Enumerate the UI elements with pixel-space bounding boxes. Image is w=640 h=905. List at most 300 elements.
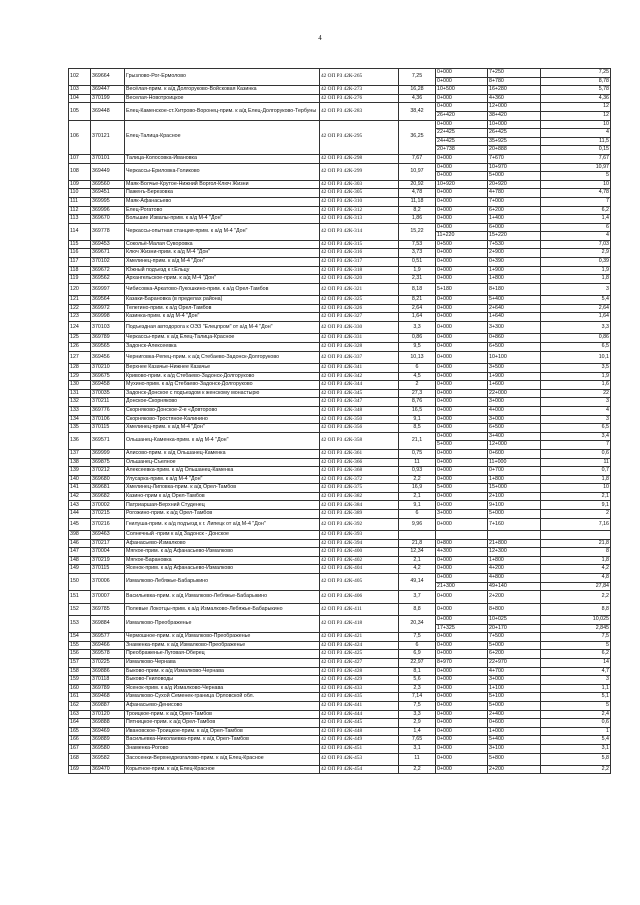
road-code: 370217 — [91, 539, 125, 548]
row-number: 156 — [69, 650, 91, 659]
segment-end: 5+400 — [488, 296, 541, 305]
road-length: 11 — [399, 753, 436, 765]
road-length: 2,64 — [399, 304, 436, 313]
row-number: 120 — [69, 283, 91, 295]
segment-start: 0+000 — [436, 736, 488, 745]
segment-end: 22+970 — [488, 658, 541, 667]
segment-start: 0+000 — [436, 266, 488, 275]
segment-length: 7,16 — [541, 518, 611, 530]
page-number: 4 — [318, 34, 322, 42]
row-number: 116 — [69, 249, 91, 258]
segment-length: 5 — [541, 641, 611, 650]
row-number: 143 — [69, 501, 91, 510]
table-row — [69, 548, 611, 557]
road-code: 369997 — [91, 283, 125, 295]
segment-length: 8,8 — [541, 603, 611, 615]
road-id: 42 ОП РЗ 42К-342 — [320, 372, 399, 381]
row-number: 142 — [69, 492, 91, 501]
segment-end: 0+600 — [488, 719, 541, 728]
segment-length: 2,2 — [541, 591, 611, 603]
segment-start: 0+000 — [436, 492, 488, 501]
road-name: Измалково-Сухой Семенек-граница Орловской обл. — [125, 693, 320, 702]
road-length: 9,1 — [399, 415, 436, 424]
segment-length: 3 — [541, 415, 611, 424]
row-number: 137 — [69, 449, 91, 458]
row-number: 151 — [69, 591, 91, 603]
road-id: 42 ОП РЗ 42К-428 — [320, 667, 399, 676]
segment-length: 27,84 — [541, 582, 611, 591]
table-row — [69, 701, 611, 710]
road-id: 42 ОП РЗ 42К-404 — [320, 565, 399, 574]
row-number: 117 — [69, 258, 91, 267]
segment-length: 4,78 — [541, 189, 611, 198]
road-length: 2,3 — [399, 684, 436, 693]
segment-start: 0+000 — [436, 249, 488, 258]
road-code: 370225 — [91, 658, 125, 667]
segment-length: 6,2 — [541, 650, 611, 659]
road-name: Елец-Рогатово — [125, 206, 320, 215]
table-row — [69, 710, 611, 719]
road-code: 369571 — [91, 432, 125, 449]
segment-start: 24+425 — [436, 137, 488, 146]
row-number: 133 — [69, 406, 91, 415]
segment-start: 0+000 — [436, 304, 488, 313]
road-code: 369565 — [91, 343, 125, 352]
segment-end: 9+100 — [488, 501, 541, 510]
segment-start: 0+000 — [436, 556, 488, 565]
table-row — [69, 458, 611, 467]
road-id: 42 ОП РЗ 42К-441 — [320, 701, 399, 710]
road-name: Улусарка-прим. к а/д М-4 "Дон" — [125, 475, 320, 484]
road-name: Чермошное-прим. к а/д Измалково-Преображенье — [125, 633, 320, 642]
segment-start: 0+000 — [436, 667, 488, 676]
road-code: 370215 — [91, 510, 125, 519]
segment-length: 5 — [541, 172, 611, 181]
segment-start: 0+000 — [436, 518, 488, 530]
road-id: 42 ОП РЗ 42К-315 — [320, 240, 399, 249]
road-code: 369453 — [91, 240, 125, 249]
road-length: 20,34 — [399, 616, 436, 633]
row-number: 136 — [69, 432, 91, 449]
segment-end: 7+250 — [488, 69, 541, 78]
row-number: 153 — [69, 616, 91, 633]
segment-length: 10,1 — [541, 351, 611, 363]
table-row — [69, 719, 611, 728]
segment-length: 10,97 — [541, 163, 611, 172]
road-code: 369469 — [91, 727, 125, 736]
segment-length: 0,86 — [541, 334, 611, 343]
table-row — [69, 215, 611, 224]
row-number: 166 — [69, 736, 91, 745]
road-name: Казино-прим к а/д Орел-Тамбов — [125, 492, 320, 501]
segment-end: 0+600 — [488, 449, 541, 458]
road-length: 0,93 — [399, 467, 436, 476]
road-name: Телегино-прим. к а/д Орел-Тамбов — [125, 304, 320, 313]
row-number: 122 — [69, 304, 91, 313]
road-length: 7,25 — [399, 69, 436, 86]
road-id: 42 ОП РЗ 42К-425 — [320, 650, 399, 659]
table-row — [69, 363, 611, 372]
row-number: 112 — [69, 206, 91, 215]
row-number: 108 — [69, 163, 91, 180]
segment-end: 22+000 — [488, 389, 541, 398]
segment-end: 8+780 — [488, 77, 541, 86]
road-length: 2 — [399, 381, 436, 390]
road-length: 20,92 — [399, 180, 436, 189]
road-length: 2,1 — [399, 556, 436, 565]
road-code: 369886 — [91, 667, 125, 676]
table-row — [69, 351, 611, 363]
road-id: 42 ОП РЗ 42К-435 — [320, 693, 399, 702]
segment-end: 2+900 — [488, 249, 541, 258]
segment-length: 3,3 — [541, 322, 611, 334]
segment-end: 6+500 — [488, 343, 541, 352]
road-code: 370002 — [91, 501, 125, 510]
road-length: 6 — [399, 641, 436, 650]
row-number: 158 — [69, 667, 91, 676]
road-length: 38,42 — [399, 103, 436, 120]
table-row — [69, 449, 611, 458]
segment-start: 0+000 — [436, 744, 488, 753]
segment-start: 0+000 — [436, 633, 488, 642]
segment-length — [541, 531, 611, 540]
road-id: 42 ОП РЗ 42К-313 — [320, 215, 399, 224]
road-code: 369458 — [91, 381, 125, 390]
segment-length: 12 — [541, 111, 611, 120]
road-id: 42 ОП РЗ 42К-448 — [320, 727, 399, 736]
table-row — [69, 322, 611, 334]
road-length: 4,2 — [399, 565, 436, 574]
segment-end: 2+400 — [488, 710, 541, 719]
road-code: 369995 — [91, 197, 125, 206]
road-name: Сокольё-Малая Суворовка — [125, 240, 320, 249]
row-number: 141 — [69, 484, 91, 493]
table-row — [69, 676, 611, 685]
table-row — [69, 501, 611, 510]
road-length: 16,9 — [399, 484, 436, 493]
segment-start: 0+000 — [436, 765, 488, 774]
road-name: Быково-Гниловоды — [125, 676, 320, 685]
segment-end: 5+000 — [488, 172, 541, 181]
road-name: Быково-прим. к а/д Измалково-Чернава — [125, 667, 320, 676]
road-id: 42 ОП РЗ 42К-382 — [320, 492, 399, 501]
road-name: Алексеевка-прим. к а/д Ольшанец-Каменка — [125, 467, 320, 476]
road-length: 6,9 — [399, 650, 436, 659]
road-name: Южный подъезд к г.Ельцу — [125, 266, 320, 275]
segment-length: 10 — [541, 484, 611, 493]
road-name: Весёлая-прим. к а/д Долгоруково-Войсковая Казинка — [125, 86, 320, 95]
segment-start: 0+000 — [436, 206, 488, 215]
segment-start: 20+738 — [436, 146, 488, 155]
segment-length: 10,025 — [541, 616, 611, 625]
road-length: 5,6 — [399, 676, 436, 685]
table-row — [69, 484, 611, 493]
segment-start: 0+000 — [436, 415, 488, 424]
segment-start: 22+425 — [436, 129, 488, 138]
row-number: 119 — [69, 275, 91, 284]
segment-end: 38+420 — [488, 111, 541, 120]
road-code: 370121 — [91, 120, 125, 154]
road-id: 42 ОП РЗ 42К-321 — [320, 283, 399, 295]
road-id: 42 ОП РЗ 42К-331 — [320, 334, 399, 343]
road-name: Знаменка-прим. к а/д Измалково-Преображенье — [125, 641, 320, 650]
row-number: 139 — [69, 467, 91, 476]
segment-length: 3,5 — [541, 363, 611, 372]
road-length: 4,36 — [399, 94, 436, 103]
segment-length: 4,36 — [541, 94, 611, 103]
segment-start: 0+000 — [436, 381, 488, 390]
segment-start: 0+000 — [436, 501, 488, 510]
road-id: 42 ОП РЗ 42К-427 — [320, 658, 399, 667]
road-code: 370118 — [91, 676, 125, 685]
road-code: 369682 — [91, 492, 125, 501]
road-length: 3,7 — [399, 591, 436, 603]
table-row — [69, 556, 611, 565]
segment-end: 3+400 — [488, 432, 541, 441]
road-id: 42 ОП РЗ 42К-454 — [320, 765, 399, 774]
segment-start: 0+000 — [436, 372, 488, 381]
road-id: 42 ОП РЗ 42К-299 — [320, 163, 399, 180]
segment-end: 15+220 — [488, 232, 541, 241]
segment-end: 5+100 — [488, 693, 541, 702]
road-name: Ясенок-прим. к а/д Афанасьево-Измалково — [125, 565, 320, 574]
table-row — [69, 539, 611, 548]
row-number: 152 — [69, 603, 91, 615]
segment-end: 5+000 — [488, 510, 541, 519]
road-length: 22,97 — [399, 658, 436, 667]
segment-length: 12 — [541, 103, 611, 112]
road-length: 1,4 — [399, 727, 436, 736]
segment-start: 0+000 — [436, 296, 488, 305]
road-code: 369580 — [91, 744, 125, 753]
segment-end: 1+800 — [488, 475, 541, 484]
table-row — [69, 154, 611, 163]
table-row — [69, 398, 611, 407]
road-length: 11 — [399, 458, 436, 467]
segment-end: 3+000 — [488, 415, 541, 424]
row-number: 129 — [69, 372, 91, 381]
road-id: 42 ОП РЗ 42К-368 — [320, 467, 399, 476]
segment-length: 2 — [541, 510, 611, 519]
segment-start: 0+000 — [436, 684, 488, 693]
segment-end: 1+640 — [488, 313, 541, 322]
road-id: 42 ОП РЗ 42К-318 — [320, 266, 399, 275]
segment-end — [488, 531, 541, 540]
segment-length: 1,64 — [541, 313, 611, 322]
segment-start: 0+000 — [436, 591, 488, 603]
road-name: Рогожино-прим. к а/д Орел-Тамбов — [125, 510, 320, 519]
road-id: 42 ОП РЗ 42К-451 — [320, 744, 399, 753]
road-id: 42 ОП РЗ 42К-406 — [320, 591, 399, 603]
segment-start: 0+000 — [436, 727, 488, 736]
row-number: 114 — [69, 223, 91, 240]
row-number: 161 — [69, 693, 91, 702]
road-id: 42 ОП РЗ 42К-317 — [320, 258, 399, 267]
segment-length: 2,2 — [541, 765, 611, 774]
road-length: 0,75 — [399, 449, 436, 458]
table-row — [69, 518, 611, 530]
segment-length: 6,2 — [541, 206, 611, 215]
segment-end: 12+000 — [488, 103, 541, 112]
segment-end: 3+000 — [488, 398, 541, 407]
segment-length: 4 — [541, 232, 611, 241]
road-name: Солнечный -прим к а/д Задонск - Донское — [125, 531, 320, 540]
segment-length: 5,4 — [541, 296, 611, 305]
road-name: Казинка-прим. к а/д М-4 "Дон" — [125, 313, 320, 322]
road-name: Корытное-прим. к а/д Елец-Красное — [125, 765, 320, 774]
road-code: 369578 — [91, 650, 125, 659]
road-code: 369577 — [91, 633, 125, 642]
road-name: Измалково-Лебяжье-Бабарыкино — [125, 574, 320, 591]
table-row — [69, 591, 611, 603]
table-row — [69, 603, 611, 615]
row-number: 157 — [69, 658, 91, 667]
road-code: 369778 — [91, 223, 125, 240]
segment-start: 0+000 — [436, 641, 488, 650]
segment-length: 5,78 — [541, 86, 611, 95]
segment-end: 35+925 — [488, 137, 541, 146]
road-name: Веселая-Новотроицкое — [125, 94, 320, 103]
road-code: 370216 — [91, 518, 125, 530]
segment-length: 10 — [541, 120, 611, 129]
segment-length: 2,4 — [541, 710, 611, 719]
segment-start: 0+000 — [436, 753, 488, 765]
road-name: Черкассы-прим. к а/д Елец-Талица-Красное — [125, 334, 320, 343]
segment-length: 8 — [541, 548, 611, 557]
segment-length: 1,6 — [541, 381, 611, 390]
table-row — [69, 296, 611, 305]
road-code: 369888 — [91, 719, 125, 728]
road-id: 42 ОП РЗ 42К-411 — [320, 603, 399, 615]
road-name: Архангельское-прим. к а/д М-4 "Дон" — [125, 275, 320, 284]
road-length: 0,51 — [399, 258, 436, 267]
road-code: 370035 — [91, 389, 125, 398]
segment-start: 0+000 — [436, 313, 488, 322]
segment-end: 1+100 — [488, 684, 541, 693]
road-name: Черкассы-Ериловка-Голиково — [125, 163, 320, 180]
road-length: 3,1 — [399, 744, 436, 753]
row-number: 109 — [69, 180, 91, 189]
road-name: Преображенье-Луговая-Оберец — [125, 650, 320, 659]
road-name: Чибисовка-Аркатово-Лукошкино-прим. к а/д Орел-Тамбов — [125, 283, 320, 295]
table-row — [69, 753, 611, 765]
road-length: 12,34 — [399, 548, 436, 557]
segment-end: 10+970 — [488, 163, 541, 172]
segment-end: 4+700 — [488, 667, 541, 676]
segment-end: 2+200 — [488, 765, 541, 774]
segment-start: 0+000 — [436, 94, 488, 103]
road-name: Васильевка-прим. к а/д Измалково-Лебяжье-Бабарыкино — [125, 591, 320, 603]
table-row — [69, 406, 611, 415]
segment-length: 1,4 — [541, 215, 611, 224]
road-name: Афанасьево-Измалково — [125, 539, 320, 548]
table-body — [69, 69, 611, 774]
segment-start: 0+000 — [436, 343, 488, 352]
road-name: Патриаршая-Верхний Студенец — [125, 501, 320, 510]
road-name: Елец-Талица-Красное — [125, 120, 320, 154]
segment-start: 0+000 — [436, 351, 488, 363]
road-name: Елец-Каменское-ст.Хитрово-Воронец-прим. к а/д Елец-Долгоруково-Тербуны — [125, 103, 320, 120]
segment-length: 0,6 — [541, 719, 611, 728]
road-name: Талица-Колосовка-Ивановка — [125, 154, 320, 163]
table-row — [69, 475, 611, 484]
road-length: 2,31 — [399, 275, 436, 284]
road-id: 42 ОП РЗ 42К-405 — [320, 574, 399, 591]
road-id: 42 ОП РЗ 42К-445 — [320, 719, 399, 728]
segment-length: 22 — [541, 389, 611, 398]
road-length: 7,5 — [399, 633, 436, 642]
road-id: 42 ОП РЗ 42К-276 — [320, 94, 399, 103]
segment-length: 2,845 — [541, 624, 611, 633]
segment-length: 4 — [541, 129, 611, 138]
road-register-table — [68, 68, 611, 774]
segment-start: 0+000 — [436, 424, 488, 433]
road-id: 42 ОП РЗ 42К-320 — [320, 275, 399, 284]
road-id: 42 ОП РЗ 42К-295 — [320, 120, 399, 154]
segment-end: 7+000 — [488, 197, 541, 206]
table-row — [69, 467, 611, 476]
segment-start: 0+000 — [436, 389, 488, 398]
road-code: 369466 — [91, 641, 125, 650]
road-name: Верхнее Казачье-Нижнее Казачье — [125, 363, 320, 372]
table-row — [69, 432, 611, 441]
road-length: 1,9 — [399, 266, 436, 275]
segment-start: 0+000 — [436, 258, 488, 267]
segment-length: 4,7 — [541, 667, 611, 676]
segment-end: 3+100 — [488, 744, 541, 753]
road-name: Ключ Жизни-прим. к а/д М-4 "Дон" — [125, 249, 320, 258]
segment-length: 3 — [541, 283, 611, 295]
road-length: 8,21 — [399, 296, 436, 305]
segment-end: 3+000 — [488, 676, 541, 685]
road-code: 370199 — [91, 94, 125, 103]
road-length: 6 — [399, 510, 436, 519]
road-id: 42 ОП РЗ 42К-453 — [320, 753, 399, 765]
table-row — [69, 258, 611, 267]
segment-end: 20+920 — [488, 180, 541, 189]
road-name: Ольшанец-Каменка-прим. к а/д М-4 "Дон" — [125, 432, 320, 449]
row-number: 140 — [69, 475, 91, 484]
segment-start: 5+180 — [436, 283, 488, 295]
segment-length: 3 — [541, 676, 611, 685]
segment-end: 4+200 — [488, 565, 541, 574]
road-id: 42 ОП РЗ 42К-356 — [320, 424, 399, 433]
road-name: Мягкое-Барановка — [125, 556, 320, 565]
road-length: 27,3 — [399, 389, 436, 398]
road-name: Мягкое-прим. к а/д Афанасьево-Измалково — [125, 548, 320, 557]
segment-length: 3,4 — [541, 432, 611, 441]
segment-end: 26+425 — [488, 129, 541, 138]
table-row — [69, 727, 611, 736]
table-row — [69, 389, 611, 398]
table-row — [69, 744, 611, 753]
road-code: 369681 — [91, 484, 125, 493]
segment-length: 3 — [541, 398, 611, 407]
table-row — [69, 120, 611, 129]
segment-start: 0+000 — [436, 406, 488, 415]
road-id: 42 ОП РЗ 42К-345 — [320, 389, 399, 398]
row-number: 134 — [69, 415, 91, 424]
road-name: Мухино-прим. к а/д Стебаево-Задонск-Долгоруково — [125, 381, 320, 390]
road-length: 8,1 — [399, 667, 436, 676]
road-id: 42 ОП РЗ 42К-330 — [320, 322, 399, 334]
segment-length: 0,7 — [541, 467, 611, 476]
road-length: 21,1 — [399, 432, 436, 449]
row-number: 111 — [69, 197, 91, 206]
table-row — [69, 424, 611, 433]
segment-length: 5 — [541, 701, 611, 710]
road-code: 370115 — [91, 565, 125, 574]
